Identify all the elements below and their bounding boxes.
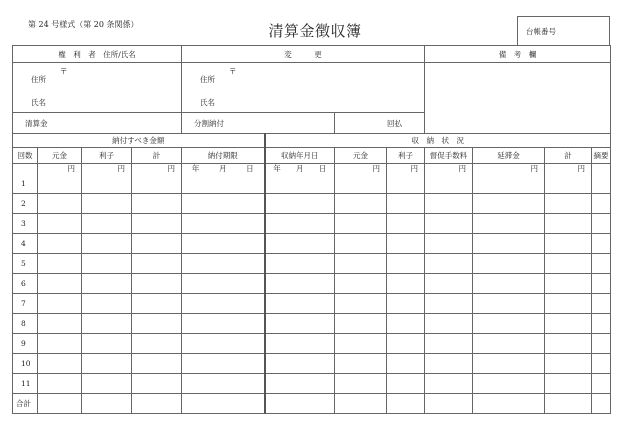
received-total-yen: 円 bbox=[545, 164, 592, 194]
receipt-year-unit: 年 bbox=[273, 164, 281, 173]
installment-times-label: 回払 bbox=[335, 113, 425, 134]
column-header-row bbox=[13, 148, 611, 164]
total-row bbox=[13, 394, 611, 414]
change-header: 変 更 bbox=[182, 46, 425, 63]
table-row bbox=[13, 234, 611, 254]
col-reminder-fee: 督促手数料 bbox=[425, 148, 473, 164]
change-name-label: 氏名 bbox=[200, 98, 216, 107]
col-principal: 元金 bbox=[38, 148, 82, 164]
due-day-unit: 日 bbox=[246, 164, 254, 173]
due-month-unit: 月 bbox=[219, 164, 227, 173]
table-row bbox=[13, 374, 611, 394]
receipt-date-cell bbox=[265, 164, 335, 194]
holder-postal-mark: 〒 bbox=[60, 67, 68, 76]
table-row bbox=[13, 164, 611, 194]
page-title: 清算金徴収簿 bbox=[268, 22, 362, 40]
table-row bbox=[13, 194, 611, 214]
col-count: 回数 bbox=[13, 148, 38, 164]
row-number: 6 bbox=[13, 274, 38, 294]
installment-label: 分割納付 bbox=[182, 113, 335, 134]
group-header-row bbox=[13, 134, 611, 148]
due-amount-header: 納付すべき金額 bbox=[13, 134, 265, 148]
ledger-number-box bbox=[517, 16, 610, 45]
row-number: 11 bbox=[13, 374, 38, 394]
received-interest-yen: 円 bbox=[387, 164, 425, 194]
receipt-day-unit: 日 bbox=[318, 164, 327, 173]
top-header-row bbox=[13, 46, 611, 63]
total-label: 合計 bbox=[13, 394, 38, 414]
principal-yen: 円 bbox=[38, 164, 82, 194]
row-number: 4 bbox=[13, 234, 38, 254]
summary-cell bbox=[592, 164, 611, 194]
col-late-fee: 延滞金 bbox=[473, 148, 545, 164]
collection-ledger-table bbox=[12, 45, 611, 414]
row-number: 5 bbox=[13, 254, 38, 274]
table-row bbox=[13, 294, 611, 314]
change-address-cell bbox=[182, 63, 425, 113]
address-name-row bbox=[13, 63, 611, 113]
table-row bbox=[13, 254, 611, 274]
col-receipt-date: 収納年月日 bbox=[265, 148, 335, 164]
remarks-cell bbox=[425, 63, 611, 134]
received-principal-yen: 円 bbox=[335, 164, 387, 194]
table-row bbox=[13, 314, 611, 334]
row-number: 7 bbox=[13, 294, 38, 314]
row-number: 10 bbox=[13, 354, 38, 374]
due-date-cell bbox=[182, 164, 265, 194]
holder-address-label: 住所 bbox=[31, 75, 46, 84]
receipt-month-unit: 月 bbox=[296, 164, 304, 173]
col-received-total: 計 bbox=[545, 148, 592, 164]
col-due-date: 納付期限 bbox=[182, 148, 265, 164]
row-number: 2 bbox=[13, 194, 38, 214]
row-number: 8 bbox=[13, 314, 38, 334]
change-postal-mark: 〒 bbox=[229, 67, 237, 76]
late-fee-yen: 円 bbox=[473, 164, 545, 194]
table-row bbox=[13, 354, 611, 374]
row-number: 1 bbox=[13, 164, 38, 194]
col-subtotal: 計 bbox=[132, 148, 182, 164]
row-number: 3 bbox=[13, 214, 38, 234]
settlement-amount-label: 清算金 bbox=[13, 113, 182, 134]
remarks-header: 備 考 欄 bbox=[425, 46, 611, 63]
holder-header: 権 利 者 住所/氏名 bbox=[13, 46, 182, 63]
receipt-status-header: 収 納 状 況 bbox=[265, 134, 611, 148]
table-row bbox=[13, 334, 611, 354]
holder-address-cell bbox=[13, 63, 182, 113]
col-received-principal: 元金 bbox=[335, 148, 387, 164]
col-summary: 摘要 bbox=[592, 148, 611, 164]
form-number: 第 24 号様式（第 20 条関係） bbox=[28, 20, 139, 29]
subtotal-yen: 円 bbox=[132, 164, 182, 194]
table-row bbox=[13, 214, 611, 234]
reminder-fee-yen: 円 bbox=[425, 164, 473, 194]
col-interest: 利子 bbox=[82, 148, 132, 164]
due-year-unit: 年 bbox=[191, 164, 200, 173]
change-address-label: 住所 bbox=[200, 75, 216, 84]
interest-yen: 円 bbox=[82, 164, 132, 194]
holder-name-label: 氏名 bbox=[31, 98, 46, 107]
col-received-interest: 利子 bbox=[387, 148, 425, 164]
table-row bbox=[13, 274, 611, 294]
row-number: 9 bbox=[13, 334, 38, 354]
ledger-number-label: 台帳番号 bbox=[526, 27, 556, 36]
